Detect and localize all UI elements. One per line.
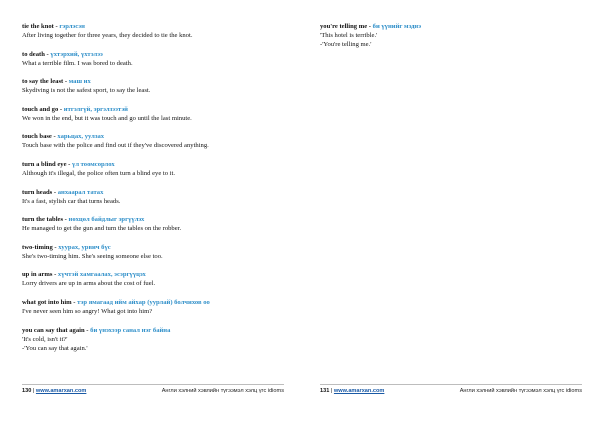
right-page xyxy=(300,0,600,423)
page-number: 131 xyxy=(320,388,330,394)
page-number: 130 xyxy=(22,388,32,394)
idiom-term: two-timing xyxy=(22,243,53,251)
book-title: Англи хэлний хэвлийн түгээмэл хэлц үгс idioms xyxy=(161,388,284,394)
example-sentence: Although it's illegal, the police often turn a blind eye to it. xyxy=(22,169,175,177)
idiom-translation: би үнэхээр санал нэг байна xyxy=(90,326,171,334)
site-link[interactable]: www.amarxan.com xyxy=(333,388,385,394)
idiom-translation: тэр ямагаад ийм айхар (уурлай) болчихов оо xyxy=(77,298,210,306)
idiom-entry xyxy=(22,326,290,353)
idiom-term: touch base xyxy=(22,133,52,141)
idiom-term: to say the least xyxy=(22,78,64,86)
idiom-translation: хүчтэй хамгаалах, эсэргүүцэх xyxy=(57,271,146,279)
idiom-translation: анхаарал татах xyxy=(57,188,104,196)
idiom-heading: turn heads - анхаарал татах xyxy=(22,188,104,196)
idiom-heading: up in arms - хүчтэй хамгаалах, эсэргүүцэх xyxy=(22,271,146,279)
book-title: Англи хэлний хэвлийн түгээмэл хэлц үгс idioms xyxy=(459,388,582,394)
idiom-heading: turn a blind eye - үл тоомсорлох xyxy=(22,160,115,168)
example-sentence: 'This hotel is terrible.' xyxy=(320,32,378,39)
idiom-heading: turn the tables - нөхцөл байдлыг эргүүлэх xyxy=(22,216,145,224)
idiom-entry xyxy=(22,270,290,288)
idiom-translation: гэрлэсэн xyxy=(59,23,85,30)
idiom-entry xyxy=(22,188,290,206)
idiom-entry xyxy=(22,50,290,68)
idiom-term: you're telling me xyxy=(320,23,368,30)
idiom-term: what got into him xyxy=(22,298,72,306)
idiom-heading: what got into him - тэр ямагаад ийм айхар (уурлай) болчихов оо xyxy=(22,298,210,306)
example-sentence: She's two-timing him. She's seeing someone else too. xyxy=(22,252,163,260)
idiom-term: turn a blind eye xyxy=(22,160,67,168)
idiom-entry xyxy=(22,132,290,150)
example-sentence: -'You're telling me.' xyxy=(320,41,372,48)
example-sentence: I've never seen him so angry! What got into him? xyxy=(22,307,153,315)
idiom-term: to death xyxy=(22,50,45,58)
idiom-heading: touch and go - итгэлгүй, эргэлзээтэй xyxy=(22,105,128,113)
idiom-heading: tie the knot - гэрлэсэн xyxy=(22,23,85,30)
example-sentence: Lorry drivers are up in arms about the cost of fuel. xyxy=(22,280,156,288)
idiom-entry xyxy=(22,22,290,40)
idiom-entry xyxy=(320,22,588,49)
example-sentence: What a terrible film. I was bored to death. xyxy=(22,59,133,67)
footer-page-info: 131 | www.amarxan.com xyxy=(320,388,385,394)
idiom-translation: үхтэрхий, үхтэлээ xyxy=(50,50,103,58)
idiom-heading: you can say that again - би үнэхээр санал нэг байна xyxy=(22,326,171,334)
idiom-term: touch and go xyxy=(22,105,59,113)
idiom-heading: to say the least - маш их xyxy=(22,78,91,86)
idiom-entry xyxy=(22,215,290,233)
example-sentence: -'You can say that again.' xyxy=(22,344,88,352)
footer-page-info: 130 | www.amarxan.com xyxy=(22,388,87,394)
page-footer xyxy=(320,384,582,399)
idiom-translation: би үүнийг мэднэ xyxy=(372,23,422,30)
example-sentence: Skydiving is not the safest sport, to say the least. xyxy=(22,87,151,95)
idiom-term: up in arms xyxy=(22,271,53,279)
idiom-entry xyxy=(22,105,290,123)
example-sentence: It's a fast, stylish car that turns heads. xyxy=(22,197,121,205)
idiom-heading: touch base - харьцах, уулзах xyxy=(22,133,105,141)
idiom-translation: нөхцөл байдлыг эргүүлэх xyxy=(68,216,145,224)
idiom-entry xyxy=(22,243,290,261)
idiom-entry xyxy=(22,160,290,178)
page-footer xyxy=(22,384,284,399)
idiom-heading: to death - үхтэрхий, үхтэлээ xyxy=(22,50,103,58)
idiom-entry xyxy=(22,298,290,316)
example-sentence: We won in the end, but it was touch and go until the last minute. xyxy=(22,114,192,122)
example-sentence: He managed to get the gun and turn the tables on the robber. xyxy=(22,225,182,233)
idiom-heading: two-timing - хуурах, урвич бүс xyxy=(22,243,111,251)
idiom-heading: you're telling me - би үүнийг мэднэ xyxy=(320,23,422,30)
example-sentence: 'It's cold, isn't it?' xyxy=(22,335,68,343)
idiom-translation: маш их xyxy=(68,78,91,86)
idiom-term: tie the knot xyxy=(22,23,54,30)
idiom-translation: харьцах, уулзах xyxy=(57,133,105,141)
idiom-term: turn the tables xyxy=(22,216,64,224)
idiom-translation: итгэлгүй, эргэлзээтэй xyxy=(63,105,128,113)
idiom-list xyxy=(22,22,290,362)
site-link[interactable]: www.amarxan.com xyxy=(35,388,87,394)
idiom-list xyxy=(320,22,588,59)
idiom-entry xyxy=(22,77,290,95)
idiom-term: turn heads xyxy=(22,188,53,196)
idiom-translation: хуурах, урвич бүс xyxy=(58,243,111,251)
example-sentence: After living together for three years, they decided to tie the knot. xyxy=(22,32,193,39)
example-sentence: Touch base with the police and find out if they've discovered anything. xyxy=(22,142,209,150)
idiom-translation: үл тоомсорлох xyxy=(72,160,115,168)
idiom-term: you can say that again xyxy=(22,326,85,334)
